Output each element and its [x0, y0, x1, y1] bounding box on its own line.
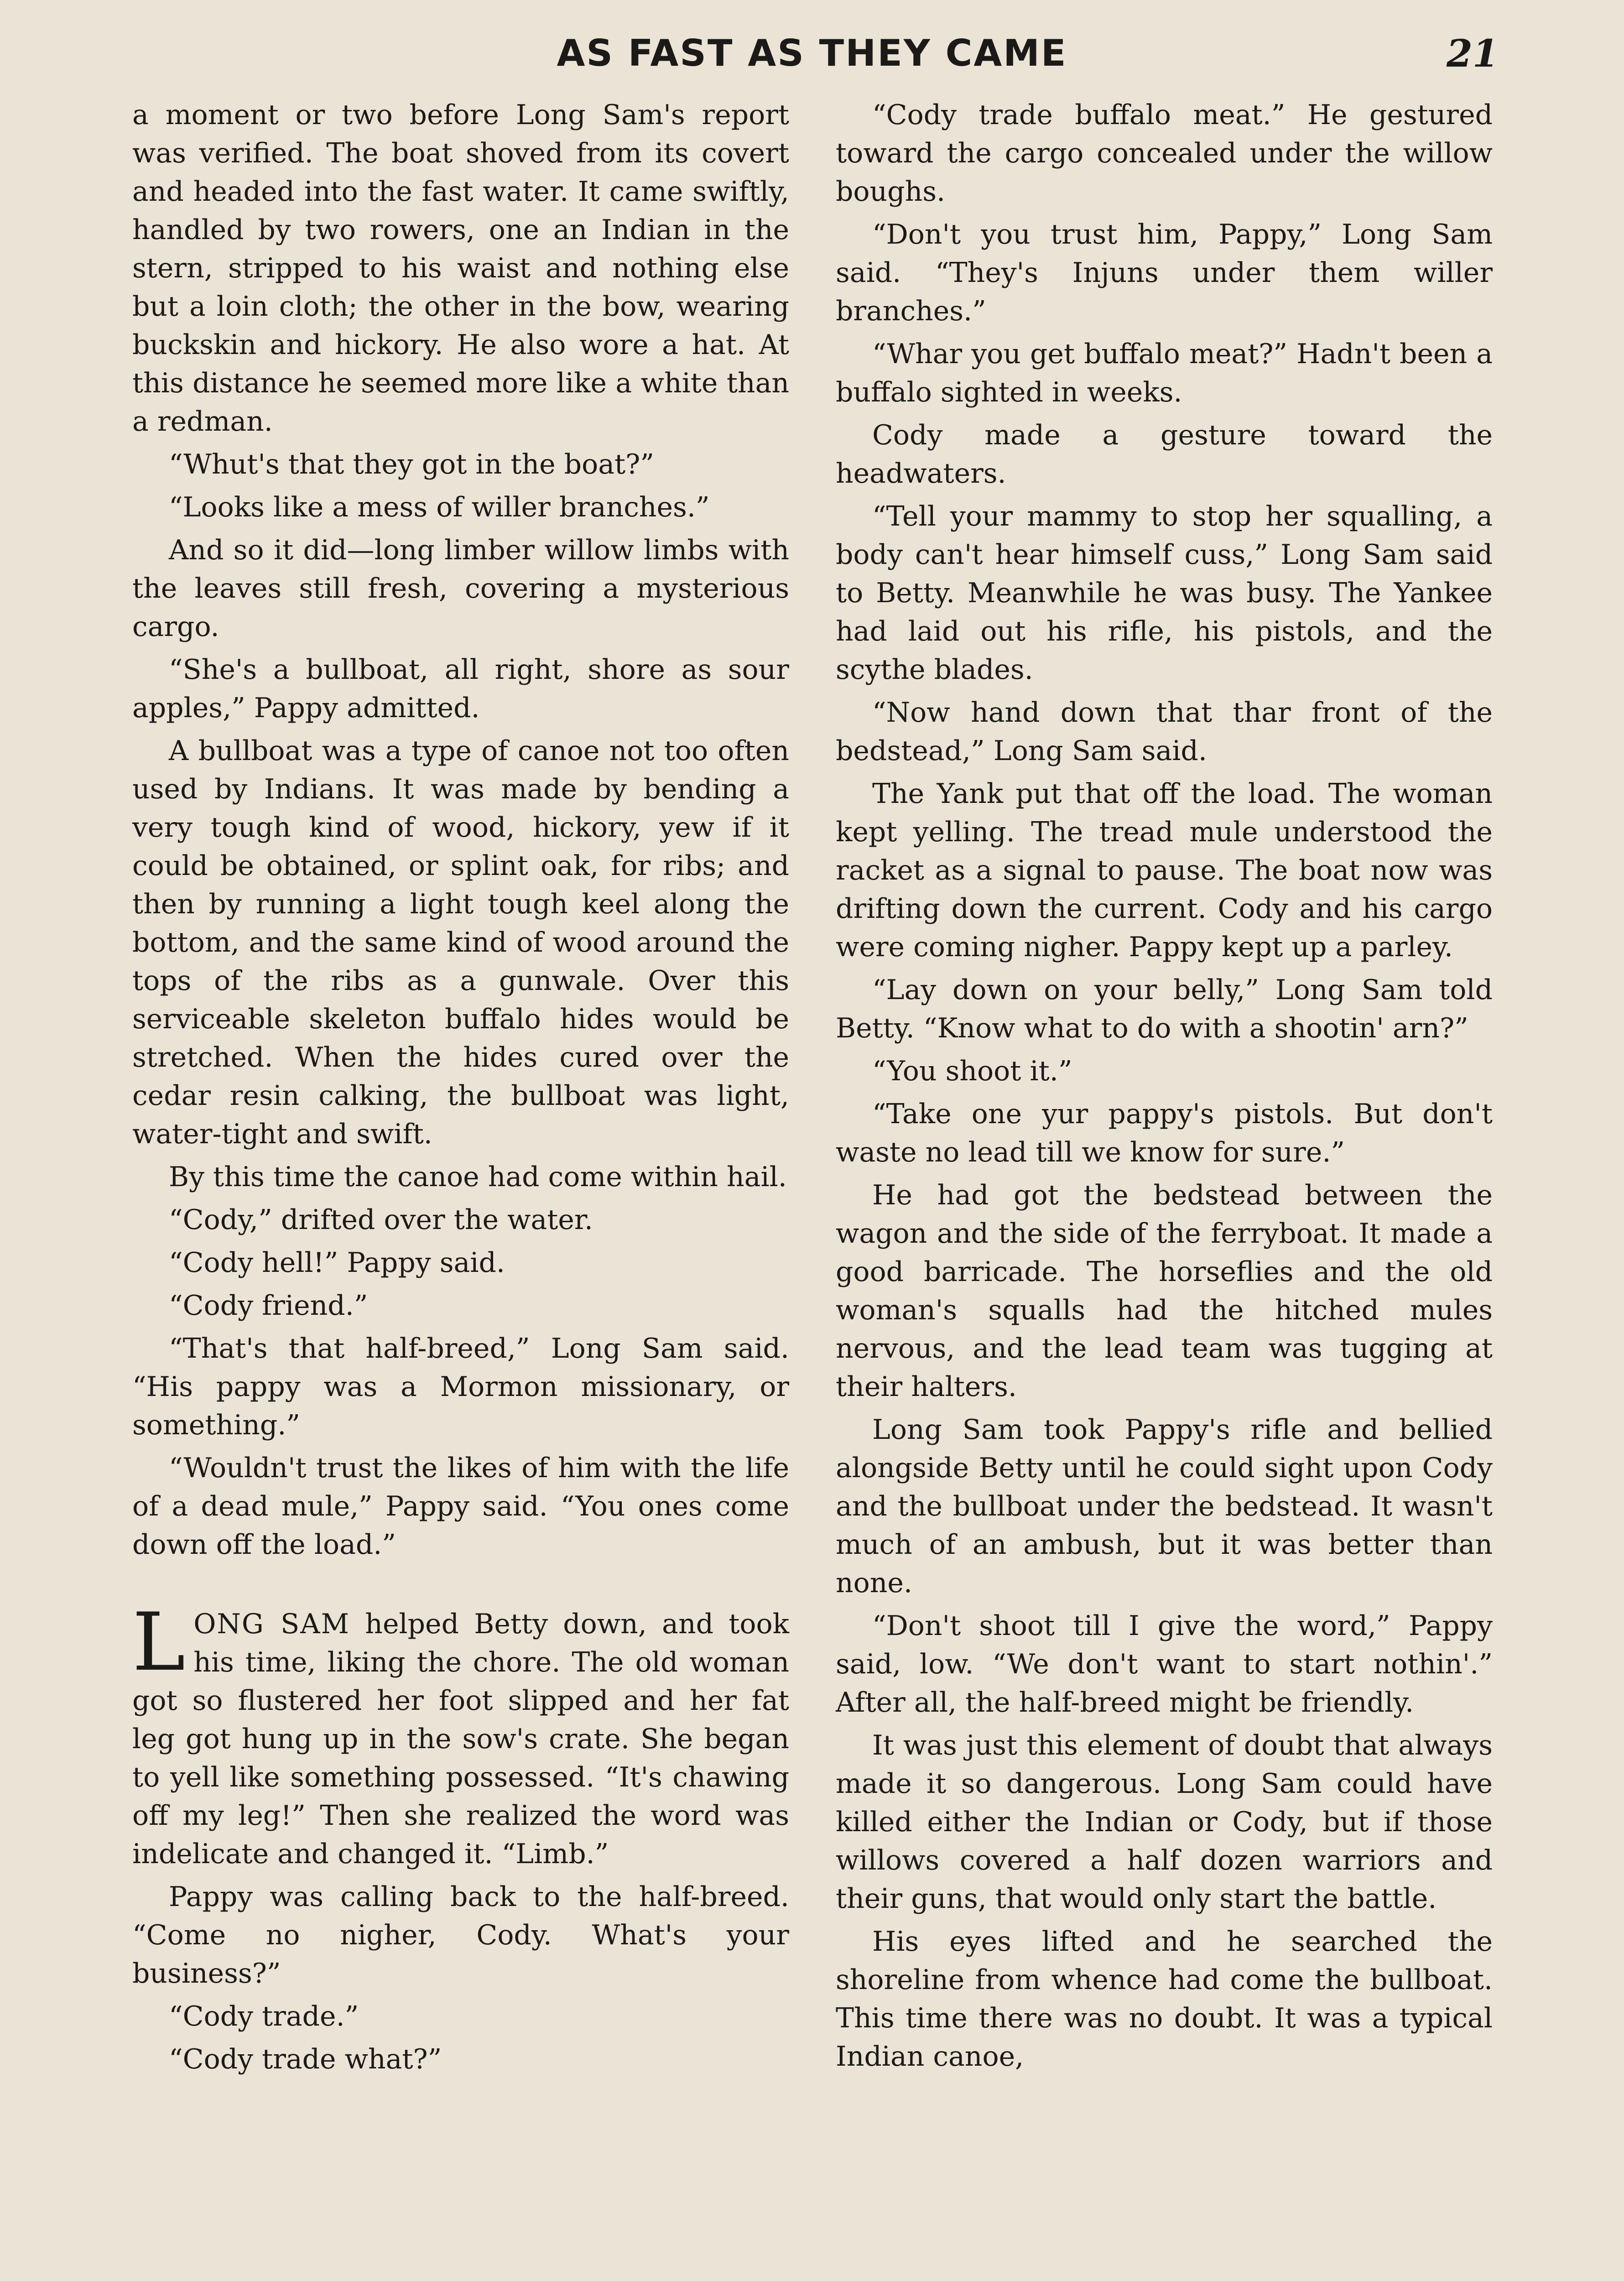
paragraph: “Whar you get buffalo meat?” Hadn't been a buffalo sighted in weeks.	[836, 338, 1493, 408]
paragraph: “You shoot it.”	[872, 1055, 1072, 1087]
paragraph: “Cody trade what?”	[169, 2043, 442, 2075]
paragraph: “Tell your mammy to stop her squalling, a body can't hear himself cuss,” Long Sam said to Betty. Meanwhile he was busy. The Yankee had laid out his rifle, his pistols, and the scythe blades.	[836, 500, 1493, 686]
page-header	[0, 32, 1624, 87]
paragraph: His eyes lifted and he searched the shoreline from whence had come the bullboat. This time there was no doubt. It was a typical Indian canoe,	[836, 1926, 1493, 2073]
section-text: helped Betty down, and took his time, liking the chore. The old woman got so flustered her foot slipped and her fat leg got hung up in the sow's crate. She began to yell like something possessed. “It's chawing off my leg!” Then she realized the word was indelicate and changed it. “Limb.”	[132, 1608, 790, 1870]
paragraph: And so it did—long limber willow limbs with the leaves still fresh, covering a mysterious cargo.	[132, 534, 789, 643]
drop-cap: L	[132, 1596, 186, 1689]
section-start-paragraph	[132, 1596, 790, 1873]
paragraph: Pappy was calling back to the half-breed. “Come no nigher, Cody. What's your business?”	[132, 1881, 789, 1989]
paragraph: “Wouldn't trust the likes of him with the life of a dead mule,” Pappy said. “You ones come down off the load.”	[132, 1452, 789, 1561]
paragraph: “Cody trade.”	[169, 2000, 359, 2032]
paragraph: By this time the canoe had come within hail.	[169, 1161, 787, 1193]
paragraph: Cody made a gesture toward the headwaters.	[836, 419, 1493, 490]
paragraph: “That's that half-breed,” Long Sam said. “His pappy was a Mormon missionary, or something.”	[132, 1333, 789, 1441]
paragraph: “Don't you trust him, Pappy,” Long Sam said. “They's Injuns under them willer branches.”	[836, 219, 1493, 327]
paragraph: “Take one yur pappy's pistols. But don't waste no lead till we know for sure.”	[836, 1098, 1493, 1168]
paragraph: “Don't shoot till I give the word,” Pappy said, low. “We don't want to start nothin'.” After all, the half-breed might be friendly.	[836, 1610, 1493, 1719]
right-column	[836, 96, 1493, 2080]
paragraph: “Cody,” drifted over the water.	[169, 1204, 593, 1236]
paragraph: “Cody trade buffalo meat.” He gestured toward the cargo concealed under the willow boughs.	[836, 99, 1493, 208]
paragraph: “Whut's that they got in the boat?”	[169, 448, 654, 480]
paragraph: “Now hand down that thar front of the bedstead,” Long Sam said.	[836, 697, 1493, 767]
paragraph: “She's a bullboat, all right, shore as sour apples,” Pappy admitted.	[132, 654, 789, 724]
running-title: AS FAST AS THEY CAME	[557, 32, 1067, 74]
smallcaps-lead: ONG SAM	[193, 1608, 350, 1640]
left-column	[132, 96, 789, 2083]
paragraph: A bullboat was a type of canoe not too often used by Indians. It was made by bending a very tough kind of wood, hickory, yew if it could be obtained, or splint oak, for ribs; and then by running a light tough keel along the bottom, and the same kind of wood around the tops of the ribs as a gunwale. Over this serviceable skeleton buffalo hides would be stretched. When the hides cured over the cedar resin calking, the bullboat was light, water-tight and swift.	[132, 735, 789, 1150]
paragraph: The Yank put that off the load. The woman kept yelling. The tread mule understood the racket as a signal to pause. The boat now was drifting down the current. Cody and his cargo were coming nigher. Pappy kept up a parley.	[836, 778, 1493, 963]
paragraph: “Cody friend.”	[169, 1290, 368, 1322]
paragraph: “Cody hell!” Pappy said.	[169, 1247, 505, 1279]
paragraph: “Lay down on your belly,” Long Sam told Betty. “Know what to do with a shootin' arn?”	[836, 974, 1493, 1044]
paragraph: a moment or two before Long Sam's report was verified. The boat shoved from its covert and headed into the fast water. It came swiftly, handled by two rowers, one an Indian in the stern, stripped to his waist and nothing else but a loin cloth; the other in the bow, wearing buckskin and hickory. He also wore a hat. At this distance he seemed more like a white than a redman.	[132, 99, 789, 437]
paragraph: Long Sam took Pappy's rifle and bellied alongside Betty until he could sight upon Cody and the bullboat under the bedstead. It wasn't much of an ambush, but it was better than none.	[836, 1414, 1493, 1599]
paragraph: He had got the bedstead between the wagon and the side of the ferryboat. It made a good barricade. The horseflies and the old woman's squalls had the hitched mules nervous, and the lead team was tugging at their halters.	[836, 1179, 1493, 1403]
paragraph: “Looks like a mess of willer branches.”	[169, 491, 710, 523]
page-number: 21	[1446, 32, 1499, 76]
paragraph: It was just this element of doubt that always made it so dangerous. Long Sam could have killed either the Indian or Cody, but if those willows covered a half dozen warriors and their guns, that would only start the battle.	[836, 1729, 1493, 1915]
